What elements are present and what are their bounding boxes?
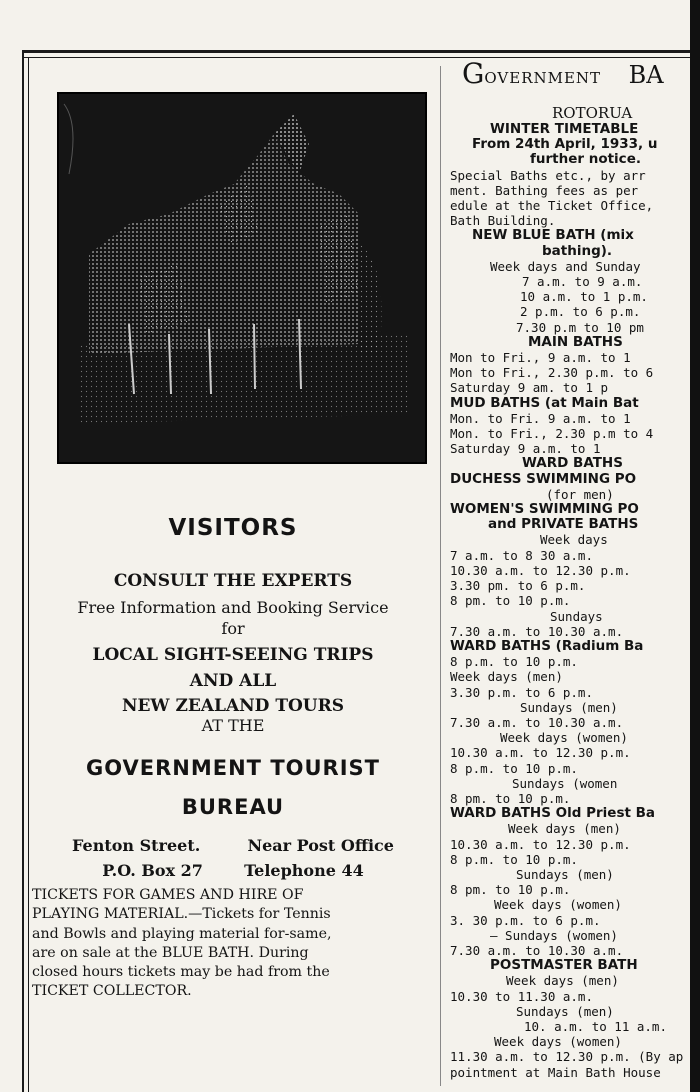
timetable-line: 2 p.m. to 6 p.m. bbox=[520, 304, 641, 320]
timetable-heading: and PRIVATE BATHS bbox=[488, 516, 639, 533]
baths-title-initial: G bbox=[462, 57, 485, 90]
timetable-line: Sundays bbox=[550, 608, 603, 624]
local-trips-line: LOCAL SIGHT-SEEING TRIPS bbox=[92, 645, 374, 665]
top-border-rule bbox=[22, 50, 700, 53]
timetable-line: 3.30 pm. to 6 p.m. bbox=[450, 578, 586, 594]
timetable-line: Week days (men) bbox=[506, 973, 619, 989]
consult-experts-line: CONSULT THE EXPERTS bbox=[113, 571, 353, 591]
timetable-line: pointment at Main Bath House bbox=[450, 1064, 661, 1080]
timetable-line: Special Baths etc., by arr bbox=[450, 167, 646, 183]
timetable-line: 10.30 a.m. to 12.30 p.m. bbox=[450, 836, 631, 852]
timetable-line: 8 pm. to 10 p.m. bbox=[450, 882, 571, 898]
tickets-para-line: closed hours tickets may be had from the bbox=[32, 964, 330, 981]
timetable-line: 3.30 p.m. to 6 p.m. bbox=[450, 684, 593, 700]
timetable-line: 7.30 a.m. to 10.30 a.m. bbox=[450, 942, 624, 958]
timetable-line: Sundays (men) bbox=[520, 699, 618, 715]
timetable-line: 8 p.m. to 10 p.m. bbox=[450, 760, 578, 776]
timetable-line: (for men) bbox=[546, 486, 614, 502]
timetable-line: Mon to Fri., 2.30 p.m. to 6 bbox=[450, 365, 654, 381]
timetable-line: Week days (women) bbox=[500, 730, 628, 746]
timetable-heading: WOMEN'S SWIMMING PO bbox=[450, 501, 639, 518]
timetable-line: Saturday 9 am. to 1 p bbox=[450, 380, 609, 396]
contact-line bbox=[30, 861, 436, 880]
timetable-line: 10. a.m. to 11 a.m. bbox=[524, 1018, 667, 1034]
tickets-para-line: PLAYING MATERIAL.—Tickets for Tennis bbox=[32, 906, 331, 923]
timetable-line: 10.30 to 11.30 a.m. bbox=[450, 988, 593, 1004]
timetable-line: 8 p.m. to 10 p.m. bbox=[450, 851, 578, 867]
nz-tours-line: NEW ZEALAND TOURS bbox=[121, 696, 345, 716]
top-border-rule-inner bbox=[22, 57, 700, 58]
left-border-rule bbox=[22, 50, 24, 1092]
timetable-line: edule at the Ticket Office, bbox=[450, 198, 654, 214]
address-street: Fenton Street. bbox=[72, 836, 201, 855]
timetable-heading: WINTER TIMETABLE bbox=[490, 121, 639, 137]
timetable-line: Mon to Fri., 9 a.m. to 1 bbox=[450, 350, 631, 366]
at-the-line: AT THE bbox=[201, 716, 265, 735]
timetable-line: 11.30 a.m. to 12.30 p.m. (By ap bbox=[450, 1049, 684, 1065]
timetable-line: Week days (men) bbox=[508, 821, 621, 837]
timetable-line: Week days (women) bbox=[494, 897, 622, 913]
timetable-line: 3. 30 p.m. to 6 p.m. bbox=[450, 912, 601, 928]
timetable-line: 8 pm. to 10 p.m. bbox=[450, 593, 571, 609]
timetable-heading: WARD BATHS Old Priest Ba bbox=[450, 805, 656, 822]
timetable-line: From 24th April, 1933, u bbox=[472, 136, 658, 153]
timetable-line: 10.30 a.m. to 12.30 p.m. bbox=[450, 562, 631, 578]
timetable-line: Bath Building. bbox=[450, 213, 556, 229]
timetable-line: — Sundays (women) bbox=[490, 927, 618, 943]
timetable-line: 8 p.m. to 10 p.m. bbox=[450, 654, 578, 670]
timetable-line: further notice. bbox=[530, 151, 641, 168]
bath-house-photo bbox=[57, 92, 427, 464]
timetable-line: Mon. to Fri., 2.30 p.m to 4 bbox=[450, 426, 654, 442]
bath-house-illustration bbox=[59, 94, 425, 462]
telephone: Telephone 44 bbox=[244, 861, 364, 880]
for-line: for bbox=[221, 619, 245, 638]
timetable-line: 7.30 p.m to 10 pm bbox=[516, 319, 644, 335]
baths-place bbox=[450, 106, 690, 121]
timetable-line: Week days (men) bbox=[450, 669, 563, 685]
timetable-line: 7.30 a.m. to 10.30 a.m. bbox=[450, 623, 624, 639]
timetable-line: Saturday 9 a.m. to 1 bbox=[450, 441, 601, 457]
baths-title bbox=[450, 57, 690, 106]
bureau-name-line2: BUREAU bbox=[181, 795, 285, 819]
tickets-para-line: TICKET COLLECTOR. bbox=[32, 983, 192, 1000]
and-all-line: AND ALL bbox=[189, 671, 277, 691]
visitors-heading: VISITORS bbox=[168, 515, 298, 541]
tickets-para-line: TICKETS FOR GAMES AND HIRE OF bbox=[32, 887, 304, 903]
timetable-line: Sundays (men) bbox=[516, 866, 614, 882]
timetable-line: Mon. to Fri. 9 a.m. to 1 bbox=[450, 410, 631, 426]
timetable-line: Week days bbox=[540, 532, 608, 548]
po-box: P.O. Box 27 bbox=[102, 861, 203, 880]
tickets-para-line: are on sale at the BLUE BATH. During bbox=[32, 944, 309, 961]
timetable-line: 10.30 a.m. to 12.30 p.m. bbox=[450, 745, 631, 761]
timetable-heading: MAIN BATHS bbox=[528, 333, 623, 350]
left-border-rule-inner bbox=[28, 57, 29, 1092]
timetable-line: 8 pm. to 10 p.m. bbox=[450, 790, 571, 806]
tickets-paragraph bbox=[32, 886, 427, 1002]
timetable-heading: WARD BATHS (Radium Ba bbox=[450, 637, 644, 654]
timetable-line: Week days and Sunday bbox=[490, 258, 641, 274]
address-near: Near Post Office bbox=[247, 836, 394, 855]
timetable-heading: NEW BLUE BATH (mix bbox=[472, 227, 634, 244]
baths-timetable bbox=[450, 121, 690, 1080]
timetable-line: 10 a.m. to 1 p.m. bbox=[520, 289, 648, 305]
timetable-line: 7 a.m. to 9 a.m. bbox=[522, 274, 643, 290]
baths-title-trail: BA bbox=[628, 61, 664, 89]
timetable-line: 7.30 a.m. to 10.30 a.m. bbox=[450, 714, 624, 730]
timetable-line: ment. Bathing fees as per bbox=[450, 182, 639, 198]
tickets-para-line: and Bowls and playing material for-same, bbox=[32, 925, 332, 942]
baths-place-text: ROTORUA bbox=[552, 104, 633, 122]
timetable-heading: WARD BATHS bbox=[522, 455, 623, 472]
bureau-name-line1: GOVERNMENT TOURIST bbox=[86, 756, 380, 780]
column-divider bbox=[440, 66, 441, 1086]
timetable-heading: DUCHESS SWIMMING PO bbox=[450, 470, 637, 487]
timetable-heading: MUD BATHS (at Main Bat bbox=[450, 394, 639, 411]
free-information-line: Free Information and Booking Service bbox=[77, 598, 389, 617]
timetable-line: 7 a.m. to 8 30 a.m. bbox=[450, 547, 593, 563]
timetable-heading: bathing). bbox=[542, 242, 613, 259]
timetable-heading: POSTMASTER BATH bbox=[490, 957, 638, 974]
timetable-line: Sundays (women bbox=[512, 775, 618, 791]
address-line bbox=[30, 836, 436, 855]
page-right-edge bbox=[690, 0, 700, 1092]
timetable-line: Week days (women) bbox=[494, 1034, 622, 1050]
baths-title-rest: OVERNMENT bbox=[484, 69, 602, 87]
timetable-line: Sundays (men) bbox=[516, 1003, 614, 1019]
